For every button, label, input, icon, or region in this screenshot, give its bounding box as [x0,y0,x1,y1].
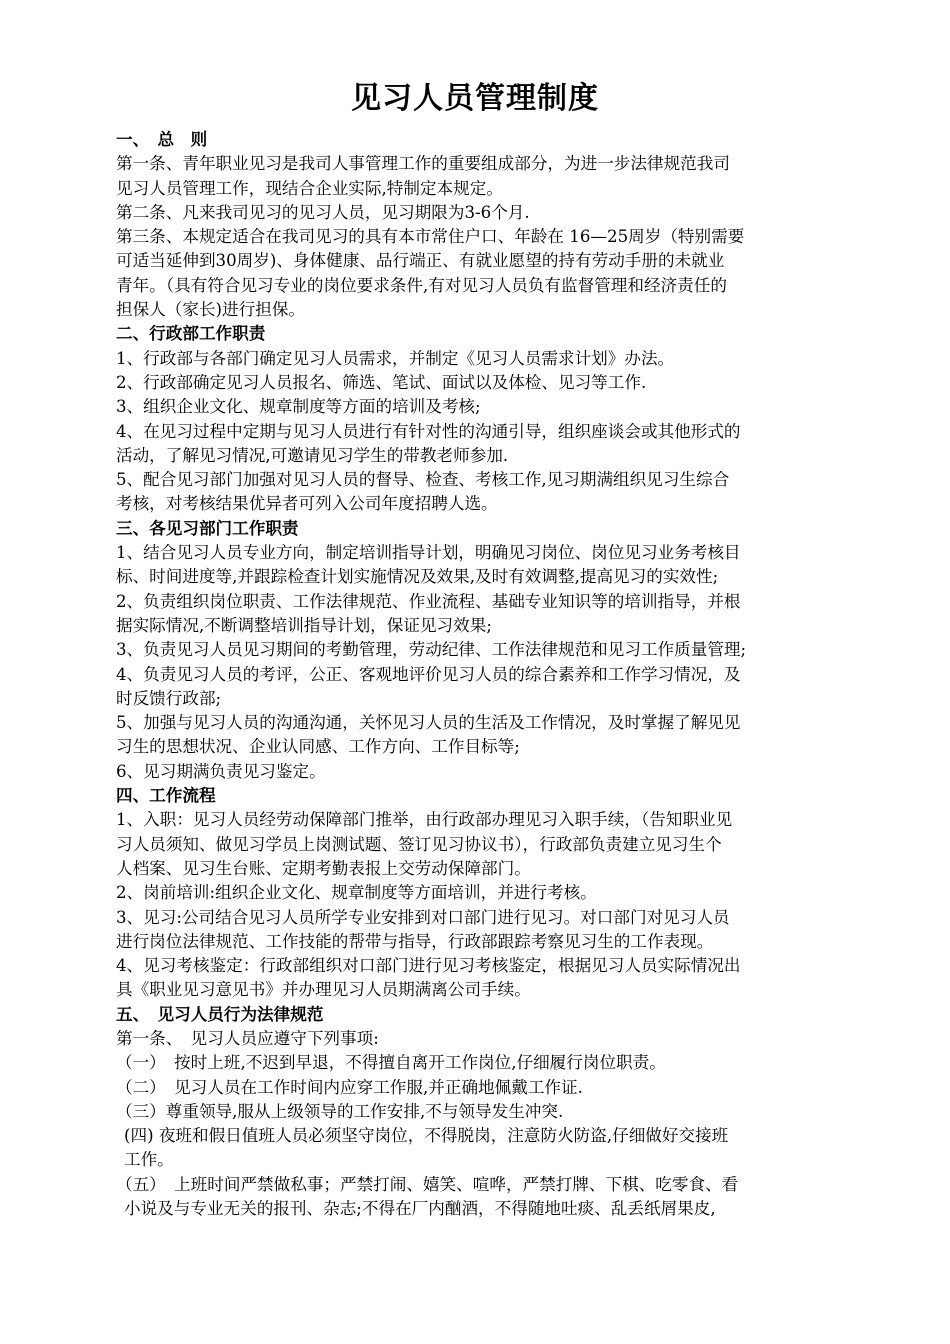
paragraph-line: 2、岗前培训:组织企业文化、规章制度等方面培训，并进行考核。 [116,883,597,903]
paragraph-line: 工作。 [124,1150,174,1170]
paragraph-line: 5、加强与见习人员的沟通沟通，关怀见习人员的生活及工作情况，及时掌握了解见见 [116,713,741,733]
paragraph-line: （五） 上班时间严禁做私事；严禁打闹、嬉笑、喧哗，严禁打牌、下棋、吃零食、看 [116,1174,739,1194]
paragraph-line: 时反馈行政部; [116,688,222,708]
paragraph-line: 可适当延伸到30周岁)、身体健康、品行端正、有就业愿望的持有劳动手册的未就业 [116,251,725,271]
paragraph-line: 见习人员管理工作，现结合企业实际,特制定本规定。 [116,178,503,198]
section-heading: 四、工作流程 [116,786,216,806]
paragraph-line: 4、见习考核鉴定：行政部组织对口部门进行见习考核鉴定，根据见习人员实际情况出 [116,956,741,976]
page-title: 见习人员管理制度 [351,81,599,116]
paragraph-line: 1、行政部与各部门确定见习人员需求，并制定《见习人员需求计划》办法。 [116,348,675,368]
paragraph-line: 4、在见习过程中定期与见习人员进行有针对性的沟通引导，组织座谈会或其他形式的 [116,421,741,441]
paragraph-line: 4、负责见习人员的考评，公正、客观地评价见习人员的综合素养和工作学习情况，及 [116,664,741,684]
paragraph-line: 3、组织企业文化、规章制度等方面的培训及考核; [116,397,481,417]
paragraph-line: 1、入职：见习人员经劳动保障部门推举，由行政部办理见习入职手续，（告知职业见 [116,810,733,830]
paragraph-line: (四) 夜班和假日值班人员必须坚守岗位，不得脱岗，注意防火防盗,仔细做好交接班 [124,1126,729,1146]
paragraph-line: 青年。（具有符合见习专业的岗位要求条件,有对见习人员负有监督管理和经济责任的 [116,275,727,295]
section-heading: 三、各见习部门工作职责 [116,518,299,538]
paragraph-line: 第二条、凡来我司见习的见习人员，见习期限为3-6个月. [116,202,530,222]
paragraph-line: 习生的思想状况、企业认同感、工作方向、工作目标等; [116,737,520,757]
paragraph-line: 人档案、见习生台账、定期考勤表报上交劳动保障部门。 [116,858,531,878]
section-heading: 一、 总 则 [116,130,208,149]
paragraph-line: 第三条、本规定适合在我司见习的具有本市常住户口、年龄在 16—25周岁（特别需要 [116,227,745,247]
paragraph-line: 2、行政部确定见习人员报名、筛选、笔试、面试以及体检、见习等工作. [116,372,647,392]
section-heading: 五、 见习人员行为法律规范 [116,1004,324,1024]
paragraph-line: 第一条、 见习人员应遵守下列事项: [116,1028,379,1048]
paragraph-line: 习人员须知、做见习学员上岗测试题、签订见习协议书），行政部负责建立见习生个 [116,834,722,854]
paragraph-line: 考核，对考核结果优异者可列入公司年度招聘人选。 [116,494,498,514]
document-body [116,128,838,1221]
paragraph-line: 3、见习:公司结合见习人员所学专业安排到对口部门进行见习。对口部门对见习人员 [116,907,730,927]
paragraph-line: 具《职业见习意见书》并办理见习人员期满离公司手续。 [116,980,531,1000]
paragraph-line: （二） 见习人员在工作时间内应穿工作服,并正确地佩戴工作证. [116,1077,583,1097]
paragraph-line: 第一条、青年职业见习是我司人事管理工作的重要组成部分，为进一步法律规范我司 [116,154,730,174]
paragraph-line: 据实际情况,不断调整培训指导计划，保证见习效果; [116,615,492,635]
paragraph-line: 标、时间进度等,并跟踪检查计划实施情况及效果,及时有效调整,提高见习的实效性; [116,567,719,587]
paragraph-line: 6、见习期满负责见习鉴定。 [116,761,326,781]
paragraph-line: 3、负责见习人员见习期间的考勤管理，劳动纪律、工作法律规范和见习工作质量管理; [116,640,747,660]
paragraph-line: （一） 按时上班,不迟到早退，不得擅自离开工作岗位,仔细履行岗位职责。 [116,1053,666,1073]
section-heading: 二、行政部工作职责 [116,324,266,344]
paragraph-line: （三）尊重领导,服从上级领导的工作安排,不与领导发生冲突. [116,1101,564,1121]
paragraph-line: 小说及与专业无关的报刊、杂志;不得在厂内酗酒，不得随地吐痰、乱丢纸屑果皮, [124,1199,716,1219]
paragraph-line: 进行岗位法律规范、工作技能的帮带与指导，行政部跟踪考察见习生的工作表现。 [116,931,714,951]
paragraph-line: 担保人（家长)进行担保。 [116,300,306,320]
paragraph-line: 2、负责组织岗位职责、工作法律规范、作业流程、基础专业知识等的培训指导，并根 [116,591,741,611]
paragraph-line: 活动，了解见习情况,可邀请见习学生的带教老师参加. [116,445,509,465]
paragraph-line: 5、配合见习部门加强对见习人员的督导、检查、考核工作,见习期满组织见习生综合 [116,470,730,490]
paragraph-line: 1、结合见习人员专业方向，制定培训指导计划，明确见习岗位、岗位见习业务考核目 [116,543,741,563]
